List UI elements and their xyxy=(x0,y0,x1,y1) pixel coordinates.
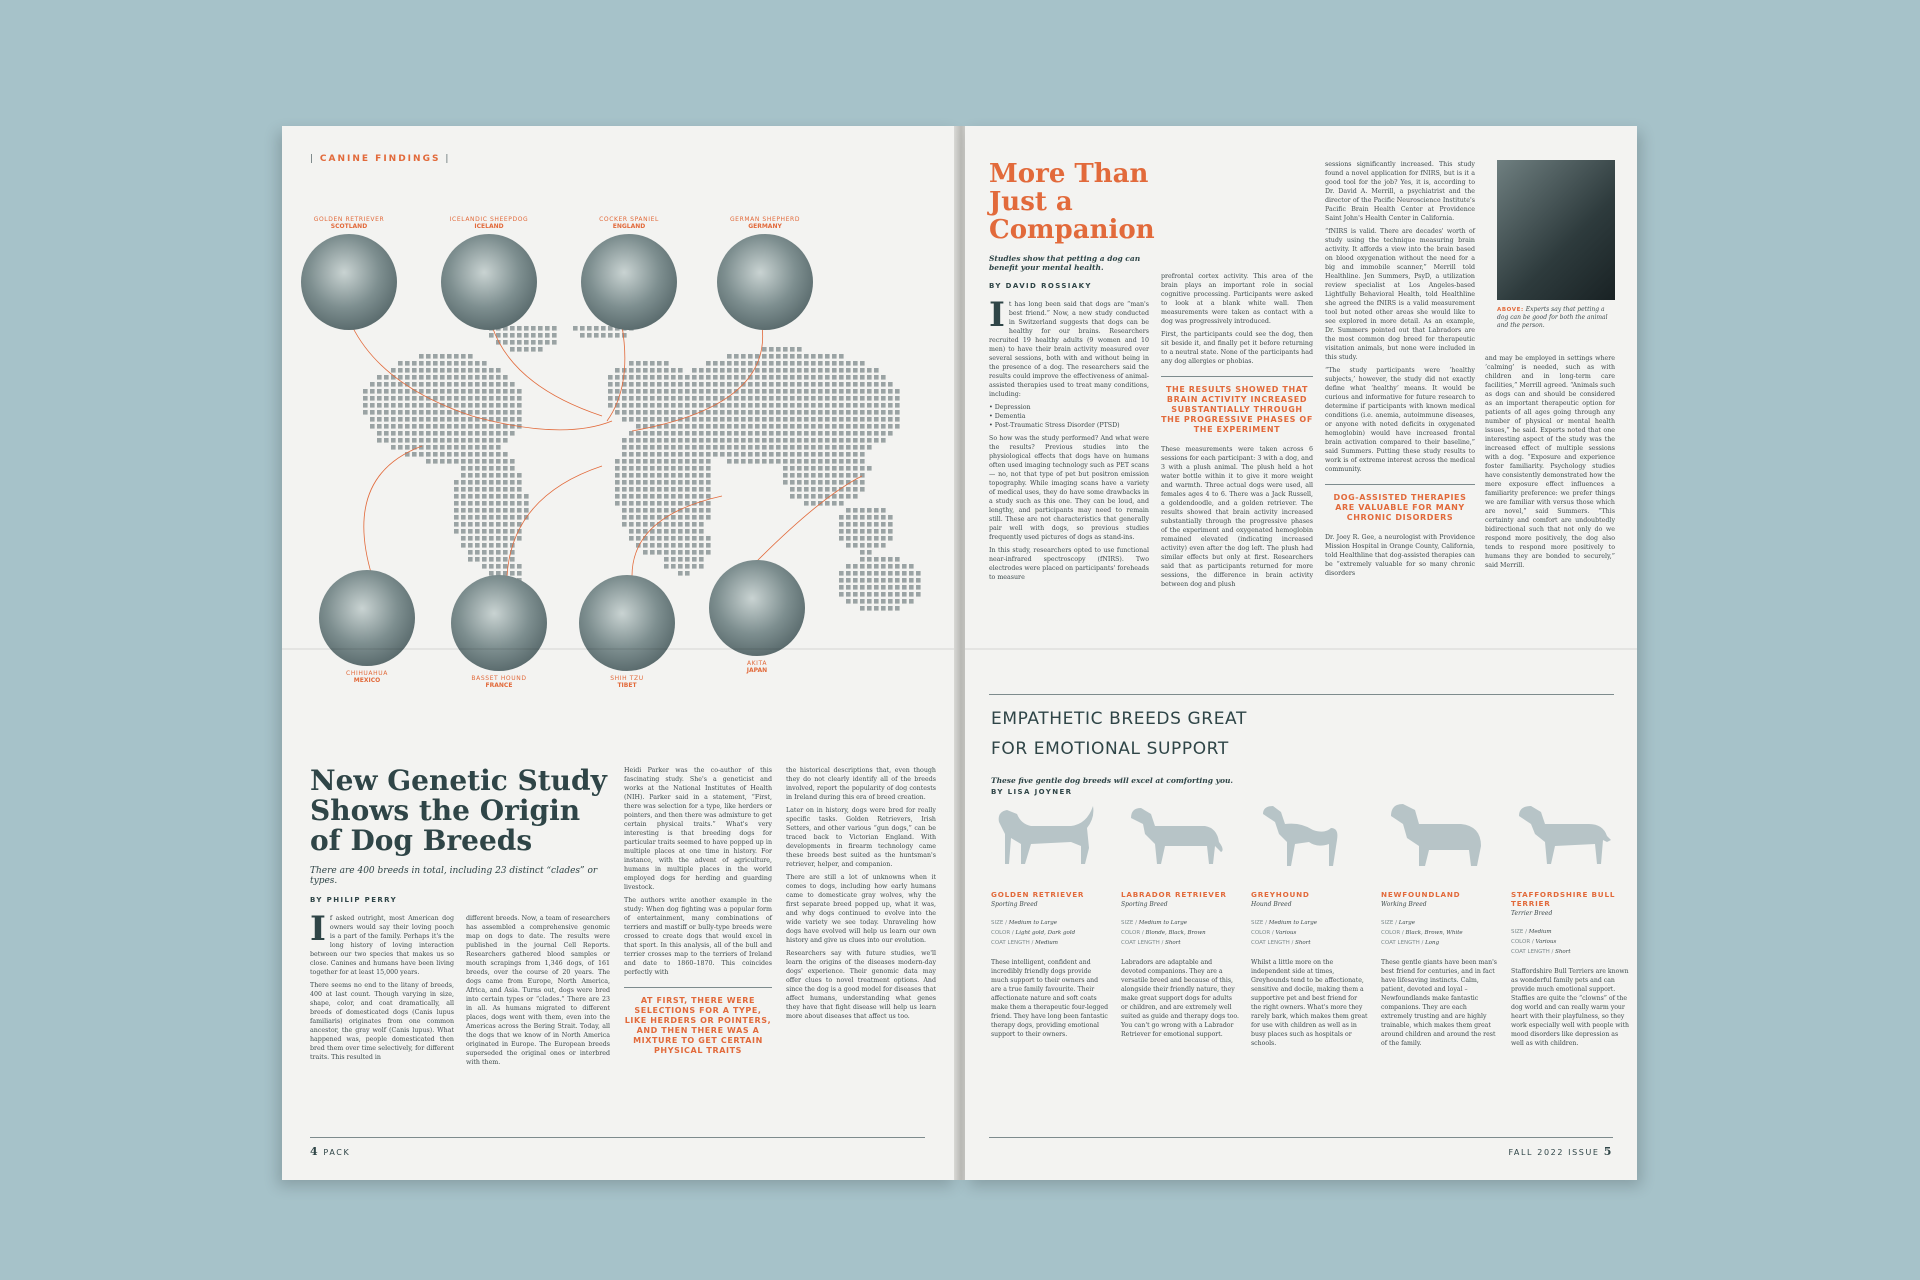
page-fold xyxy=(965,648,1637,650)
breed-card-staffordshire-bull-terrier: STAFFORDSHIRE BULL TERRIER Terrier Breed SIZE / Medium COLOR / Various COAT LENGTH / Short Staffordshire Bull Terriers are known as wonderful family pets and can provide much emotional support. Staffies are quite the “clowns” of the dog world and can really warm your heart with their playfulness, so they work especially well with people with mood disorders like depression as well as with children. xyxy=(1511,794,1629,1048)
footer-rule xyxy=(310,1137,925,1138)
map-breed-german-shepherd: GERMAN SHEPHERD GERMANY xyxy=(710,216,820,334)
dog-owner-photo xyxy=(1497,160,1615,300)
article-dek: There are 400 breeds in total, including 23 distinct “clades” or types. xyxy=(310,866,598,886)
companion-article xyxy=(989,160,1489,593)
footer-rule xyxy=(989,1137,1613,1138)
companion-dek: Studies show that petting a dog can benefit your mental health. xyxy=(989,254,1141,272)
labrador-silhouette-icon xyxy=(1121,794,1231,874)
map-breed-golden-retriever: GOLDEN RETRIEVER SCOTLAND xyxy=(294,216,404,334)
dog-photo xyxy=(717,234,813,330)
page-number: 4 xyxy=(310,1145,320,1158)
dog-photo xyxy=(441,234,537,330)
dropcap: I xyxy=(989,295,1005,335)
page-number: 5 xyxy=(1603,1145,1613,1158)
pull-quote: THE RESULTS SHOWED THAT BRAIN ACTIVITY INCREASED SUBSTANTIALLY THROUGH THE PROGRESSIVE PHASES OF THE EXPERIMENT xyxy=(1161,376,1313,435)
map-breed-chihuahua: CHIHUAHUA MEXICO xyxy=(312,566,422,684)
companion-body-b: prefrontal cortex activity. This area of the brain plays an important role in social cognitive processing. Participants were asked to look at a blank white wall. Then measurements were taken as contact with a dog was progressively introduced. First, the participants could see the dog, then sit beside it, and finally pet it before returning to a neutral state. None of the participants had any dog allergies or phobias. THE RESULTS SHOWED THAT BRAIN ACTIVITY INCREASED SUBSTANTIALLY THROUGH THE PROGRESSIVE PHASES OF THE EXPERIMENT These measurements were taken across 6 sessions for each participant: 3 with a dog, and 3 with a plush animal. The plush held a hot water bottle within it to give it more weight and warmth. Three actual dogs were used, all females ages 4 to 6. There was a Jack Russell, a goldendoodle, and a golden retriever. The results showed that brain activity increased substantially through the progressive phases of the experiment and oxygenated hemoglobin remained elevated (indicating increased activity) even after the dog left. The plush had similar effects but only at first. Researchers said that as participants returned for more sessions, the difference in brain activity between dog and plush xyxy=(1161,273,1313,588)
right-page xyxy=(965,126,1637,1180)
companion-byline: BY DAVID ROSSIAKY xyxy=(989,282,1092,290)
dropcap: I xyxy=(310,909,326,949)
genetic-study-article xyxy=(310,766,940,1071)
page-footer xyxy=(310,1145,350,1158)
breed-card-labrador-retriever: LABRADOR RETRIEVER Sporting Breed SIZE / Medium to Large COLOR / Blonde, Black, Brown COAT LENGTH / Short Labradors are adaptable and devoted companions. They are a versatile breed and because of this, alongside their friendly nature, they make great support dogs for adults or children, and are extremely well suited as guide and therapy dogs too. You can't go wrong with a Labrador Retriever for emotional support. xyxy=(1121,794,1239,1039)
body-col-a: If asked outright, most American dog owners would say their loving pooch is a part of the family. Perhaps it's the long history of loving interaction between our two species that makes us so close. Canines and humans have been living together for at least 15,000 years. There seems no end to the litany of breeds, 400 at last count. Though varying in size, shape, color, and coat dramatically, all breeds of domesticated dogs (Canis lupus familiaris) originates from one common ancestor, the gray wolf (Canis lupus). What happened was, people domesticated then bred them over time selectively, for different traits. This resulted in xyxy=(310,909,454,1061)
map-breed-shih-tzu: SHIH TZU TIBET xyxy=(572,571,682,689)
body-col-b: different breeds. Now, a team of researchers has assembled a comprehensive genomic map on dogs to date. The results were published in the journal Cell Reports. Researchers gathered blood samples or mouth scrapings from 1,346 dogs, of 161 breeds, over the course of 20 years. The dogs came from Europe, North America, Africa, and Asia. Turns out, dogs were bred into certain types or “clades.” There are 23 in all. As humans migrated to different places, dogs went with them, even into the Americas across the Bering Strait. Today, all the dogs that we know of in North America originated in Europe. The European breeds superseded the original ones or interbred with them. xyxy=(466,915,610,1066)
breed-card-golden-retriever: GOLDEN RETRIEVER Sporting Breed SIZE / Medium to Large COLOR / Light gold, Dark gold COAT LENGTH / Medium These intelligent, confident and incredibly friendly dogs provide much support to their owners and are a true family favourite. Their affectionate nature and soft coats make them a therapeutic four-legged friend. They have long been fantastic therapy dogs, providing emotional support to their owners. xyxy=(991,794,1109,1039)
page-fold xyxy=(282,648,957,650)
world-map-figure xyxy=(302,216,942,689)
companion-body-d: and may be employed in settings where ‘calming’ is needed, such as with children and in long-term care facilities,” Merrill agreed. “Animals such as dogs can and should be considered as an important therapeutic option for patients of all ages going through any number of physical or mental health issues,” he said. Experts noted that one interesting aspect of the study was the increased effect of multiple sessions with a dog. “Exposure and experience foster familiarity. Psychology studies have consistently demonstrated how the mere exposure effect influences a familiarity preference: we prefer things we are familiar with versus those which are novel,” said Summers. “This certainty and comfort are undoubtedly bidirectional such that not only do we respond more positively, the dog also tends to respond more positively to humans they are bonded to securely,” said Merrill. xyxy=(1485,355,1615,569)
dog-photo xyxy=(709,560,805,656)
body-col-d: the historical descriptions that, even though they do not clearly identify all of the breeds involved, report the popularity of dog contests in Ireland during this era of breed creation. Later on in history, dogs were bred for really specific tasks. Golden Retrievers, Irish Setters, and other various “gun dogs,” can be traced back to Victorian England. With developments in firearm technology came these breeds best suited as the huntsman's retriever, helper, and companion. There are still a lot of unknowns when it comes to dogs, including how early humans came to domesticate gray wolves, why the first separate breed popped up, what it was, and why dogs continued to evolve into the wide variety we see today. Unraveling how dogs have evolved will help us learn our own history and give us clues into our evolution. Researchers say with future studies, we'll learn the origins of the diseases modern-day dogs' experience. Their genomic data may offer clues to novel treatment options. And since the dog is a good model for diseases that affect humans, understanding what genes they have that fight disease will help us learn more about diseases that affect us too. xyxy=(786,767,936,1020)
map-breed-akita: AKITA JAPAN xyxy=(702,556,812,674)
breed-card-greyhound: GREYHOUND Hound Breed SIZE / Medium to Large COLOR / Various COAT LENGTH / Short Whilst a little more on the independent side at times, Greyhounds tend to be affectionate, sensitive and docile, making them a supportive pet and best friend for the right owners. What's more they rarely bark, which makes them great for use with children as well as in busy places such as hospitals or schools. xyxy=(1251,794,1369,1048)
issue-label: FALL 2022 ISSUE xyxy=(1508,1148,1600,1157)
emotional-support-dek: These five gentle dog breeds will excel at comforting you. xyxy=(991,776,1234,785)
map-breed-cocker-spaniel: COCKER SPANIEL ENGLAND xyxy=(574,216,684,334)
article-headline: New Genetic Study Shows the Origin of Dog Breeds xyxy=(310,764,607,857)
left-page xyxy=(282,126,957,1180)
newfoundland-silhouette-icon xyxy=(1381,794,1491,874)
publication-name: PACK xyxy=(323,1148,351,1157)
companion-body-a: It has long been said that dogs are “man's best friend.” Now, a new study conducted in Switzerland suggests that dogs can be healthy for our brains. Researchers recruited 19 healthy adults (9 women and 10 men) to have their brain activity measured over several sessions, both with and without being in the presence of a dog. The researchers said the results could improve the effectiveness of animal-assisted therapies used to treat many conditions, including: • Depression • Dementia • Post-Traumatic Stress Disorder (PTSD) So how was the study performed? And what were the results? Previous studies into the physiological effects that dogs have on humans often used imaging technology such as PET scans — no, not that type of pet but positron emission topography. While imaging scans have a variety of medical uses, they do have some drawbacks in a study such as this one. They can be loud, and lengthy, and participants may need to remain still. These are not characteristics that generally pair well with dogs, so previous studies frequently used pictures of dogs as stand-ins. In this study, researchers opted to use functional near-infrared spectroscopy (fNIRS). Two electrodes were placed on participants' foreheads to measure xyxy=(989,295,1149,581)
dog-photo xyxy=(579,575,675,671)
article-column-1 xyxy=(310,766,610,1071)
page-footer xyxy=(1508,1145,1613,1158)
section-label: | CANINE FINDINGS | xyxy=(310,154,451,164)
breed-card-newfoundland: NEWFOUNDLAND Working Breed SIZE / Large COLOR / Black, Brown, White COAT LENGTH / Long These gentle giants have been man's best friend for centuries, and in fact have lifesaving instincts. Calm, patient, devoted and loyal – Newfoundlands make fantastic companions. They are each extremely trusting and are highly trainable, which makes them great around children and around the rest of the family. xyxy=(1381,794,1499,1048)
emotional-support-title: EMPATHETIC BREEDS GREAT FOR EMOTIONAL SUPPORT xyxy=(991,709,1247,759)
dog-photo xyxy=(301,234,397,330)
dog-photo xyxy=(451,575,547,671)
body-col-c: Heidi Parker was the co-author of this fascinating study. She's a geneticist and works at the National Institutes of Health (NIH). Parker said in a statement, “First, there was selection for a type, like herders or pointers, and then there was admixture to get certain physical traits.” What's very interesting is that breeding dogs for particular traits seemed to have popped up in multiple places at one time in history. For instance, with the advent of agriculture, humans in multiple places in the world employed dogs for herding and guarding livestock. The authors write another example in the study: When dog fighting was a popular form of entertainment, many combinations of terriers and mastiff or bully-type breeds were crossed to create dogs that would excel in that sport. In this analysis, all of the bull and terrier crosses map to the terriers of Ireland and date to 1860–1870. This coincides perfectly with AT FIRST, THERE WERE SELECTIONS FOR A TYPE, LIKE HERDERS OR POINTERS, AND THEN THERE WAS A MIXTURE TO GET CERTAIN PHYSICAL TRAITS xyxy=(624,767,772,1055)
map-breed-basset-hound: BASSET HOUND FRANCE xyxy=(444,571,554,689)
staffordshire-silhouette-icon xyxy=(1511,794,1621,874)
companion-column-1 xyxy=(989,159,1155,593)
golden-retriever-silhouette-icon xyxy=(991,794,1101,874)
companion-headline: More Than Just a Companion xyxy=(989,159,1155,245)
article-byline: BY PHILIP PERRY xyxy=(310,896,398,904)
emotional-support-byline: BY LISA JOYNER xyxy=(991,788,1073,796)
photo-caption: ABOVE: Experts say that petting a dog can be good for both the animal and the person. xyxy=(1497,306,1608,329)
section-rule xyxy=(989,694,1614,695)
map-breed-icelandic-sheepdog: ICELANDIC SHEEPDOG ICELAND xyxy=(434,216,544,334)
dog-photo xyxy=(319,570,415,666)
companion-body-c: sessions significantly increased. This study found a novel application for fNIRS, but is it a good tool for the job? Yes, it is, according to Dr. David A. Merrill, a psychiatrist and the director of the Pacific Neuroscience Institute's Pacific Brain Health Center at Providence Saint John's Health Center in California. “fNIRS is valid. There are decades' worth of study using the technique measuring brain activity. It affords a view into the brain based on blood oxygenation without the need for a big and immobile scanner,” Merrill told Healthline. Jen Summers, PsyD, a utilization review specialist at Los Angeles-based Lightfully Behavioral Health, told Healthline she agreed the fNIRS is a valid measurement tool but noted other areas she would like to see explored in more detail. As an example, Dr. Summers pointed out that Labradors are the most common dog breed for therapeutic visitation animals, but none were included in this study. “The study participants were ‘healthy subjects,’ however, the study did not exactly define what ‘healthy’ means. It would be curious and informative for future research to determine if participants with known medical conditions (i.e. anemia, autoimmune diseases, or anyone with noted deficits in oxygenated hemoglobin) would have increased frontal brain activation compared to their baseline,” said Summers. Putting these study results to work is of extreme interest across the medical community. DOG-ASSISTED THERAPIES ARE VALUABLE FOR MANY CHRONIC DISORDERS Dr. Joey R. Gee, a neurologist with Providence Mission Hospital in Orange County, California, told Healthline that dog-assisted therapies can be “extremely valuable for so many chronic disorders xyxy=(1325,161,1475,577)
dog-photo xyxy=(581,234,677,330)
magazine-spread xyxy=(282,126,1638,1180)
pull-quote: AT FIRST, THERE WERE SELECTIONS FOR A TYPE, LIKE HERDERS OR POINTERS, AND THEN THERE WAS A MIXTURE TO GET CERTAIN PHYSICAL TRAITS xyxy=(624,987,772,1056)
pull-quote: DOG-ASSISTED THERAPIES ARE VALUABLE FOR MANY CHRONIC DISORDERS xyxy=(1325,484,1475,523)
greyhound-silhouette-icon xyxy=(1251,794,1361,874)
